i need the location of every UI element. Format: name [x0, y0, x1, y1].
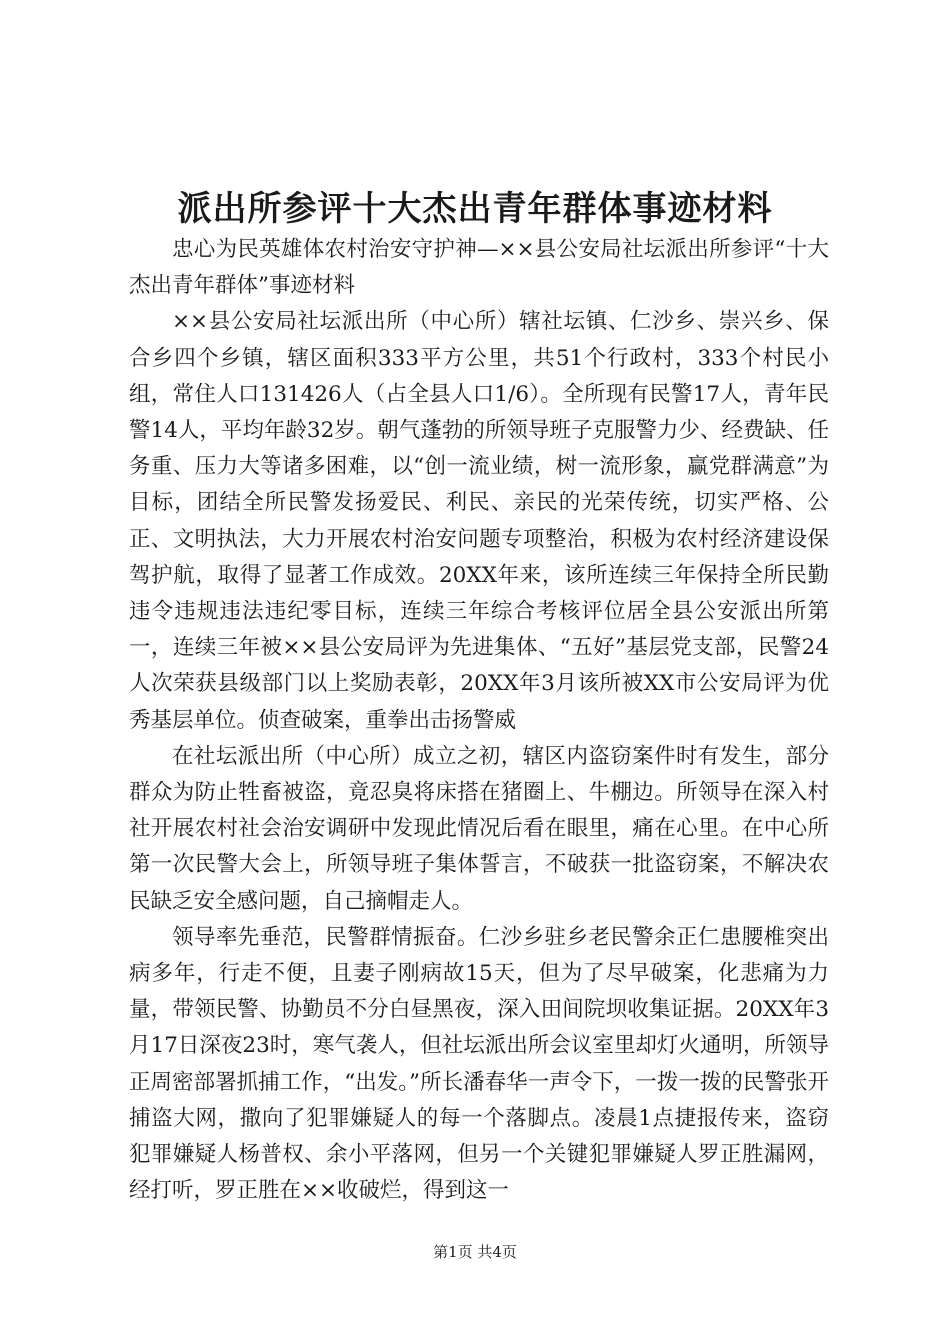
page-number-footer: 第1页 共4页	[433, 1243, 517, 1261]
paragraph-subtitle: 忠心为民英雄体农村治安守护神—××县公安局社坛派出所参评“十大杰出青年群体”事迹材料	[129, 237, 829, 299]
paragraph-founding: 在社坛派出所（中心所）成立之初，辖区内盗窃案件时有发生，部分群众为防止牲畜被盗，竟忍臭将床搭在猪圈上、牛棚边。所领导在深入村社开展农村社会治安调研中发现此情况后看在眼里，痛在心里。在中心所第一次民警大会上，所领导班子集体誓言，不破获一批盗窃案，不解决农民缺乏安全感问题，自己摘帽走人。	[129, 743, 829, 914]
document-title: 派出所参评十大杰出青年群体事迹材料	[177, 189, 773, 229]
paragraph-leadership: 领导率先垂范，民警群情振奋。仁沙乡驻乡老民警余正仁患腰椎突出病多年，行走不便，且妻子刚病故15天，但为了尽早破案，化悲痛为力量，带领民警、协勤员不分白昼黑夜，深入田间院坝收集证据。20XX年3月17日深夜23时，寒气袭人，但社坛派出所会议室里却灯火通明，所领导正周密部署抓捕工作，“出发。”所长潘春华一声令下，一拨一拨的民警张开捕盗大网，撒向了犯罪嫌疑人的每一个落脚点。凌晨1点捷报传来，盗窃犯罪嫌疑人杨普权、余小平落网，但另一个关键犯罪嫌疑人罗正胜漏网，经打听，罗正胜在××收破烂，得到这一	[129, 924, 829, 1204]
paragraph-overview: ××县公安局社坛派出所（中心所）辖社坛镇、仁沙乡、崇兴乡、保合乡四个乡镇，辖区面积333平方公里，共51个行政村，333个村民小组，常住人口131426人（占全县人口1/6）。全所现有民警17人，青年民警14人，平均年龄32岁。朝气蓬勃的所领导班子克服警力少、经费缺、任务重、压力大等诸多困难，以“创一流业绩，树一流形象，赢党群满意”为目标，团结全所民警发扬爱民、利民、亲民的光荣传统，切实严格、公正、文明执法，大力开展农村治安问题专项整治，积极为农村经济建设保驾护航，取得了显著工作成效。20XX年来，该所连续三年保持全所民勤违令违规违法违纪零目标，连续三年综合考核评位居全县公安派出所第一，连续三年被××县公安局评为先进集体、“五好”基层党支部，民警24人次荣获县级部门以上奖励表彰，20XX年3月该所被XX市公安局评为优秀基层单位。侦查破案，重拳出击扬警威	[129, 309, 829, 733]
document-body	[129, 232, 829, 1209]
